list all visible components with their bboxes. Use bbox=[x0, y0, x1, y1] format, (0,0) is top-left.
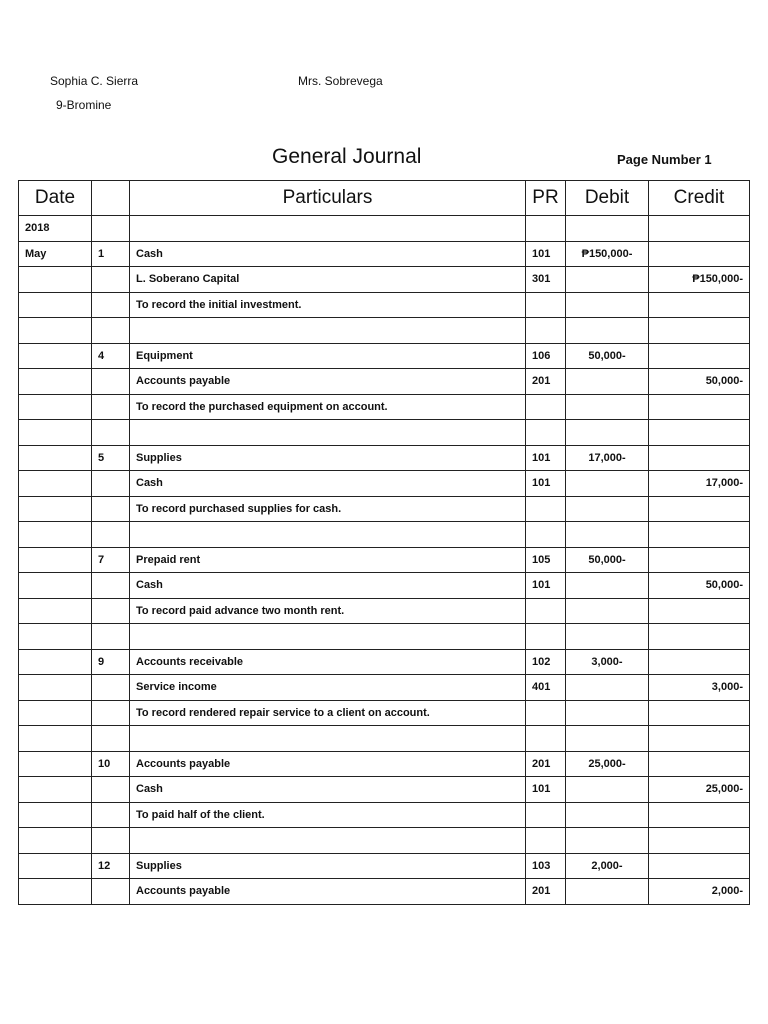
cell-particulars bbox=[130, 216, 526, 242]
col-credit-header: Credit bbox=[649, 181, 750, 216]
cell-date bbox=[19, 700, 92, 726]
cell-credit bbox=[649, 496, 750, 522]
teacher-name: Mrs. Sobrevega bbox=[298, 74, 383, 88]
col-debit-header: Debit bbox=[566, 181, 649, 216]
journal-table bbox=[18, 180, 750, 905]
cell-particulars: Cash bbox=[130, 573, 526, 599]
cell-day: 10 bbox=[92, 751, 130, 777]
cell-credit bbox=[649, 751, 750, 777]
cell-debit bbox=[566, 624, 649, 650]
journal-header-row bbox=[19, 181, 750, 216]
cell-debit bbox=[566, 726, 649, 752]
cell-pr bbox=[526, 292, 566, 318]
cell-date bbox=[19, 649, 92, 675]
cell-pr bbox=[526, 318, 566, 344]
cell-date bbox=[19, 292, 92, 318]
cell-pr bbox=[526, 802, 566, 828]
cell-debit bbox=[566, 879, 649, 905]
cell-debit: 50,000- bbox=[566, 343, 649, 369]
cell-credit bbox=[649, 241, 750, 267]
cell-day bbox=[92, 318, 130, 344]
cell-day bbox=[92, 216, 130, 242]
cell-day bbox=[92, 624, 130, 650]
cell-debit bbox=[566, 369, 649, 395]
cell-particulars: Supplies bbox=[130, 445, 526, 471]
table-row bbox=[19, 675, 750, 701]
cell-date bbox=[19, 394, 92, 420]
cell-debit bbox=[566, 420, 649, 446]
cell-credit bbox=[649, 828, 750, 854]
cell-pr: 101 bbox=[526, 241, 566, 267]
cell-particulars: Cash bbox=[130, 777, 526, 803]
table-row bbox=[19, 573, 750, 599]
cell-credit bbox=[649, 445, 750, 471]
cell-day bbox=[92, 573, 130, 599]
cell-pr: 201 bbox=[526, 369, 566, 395]
cell-day bbox=[92, 522, 130, 548]
cell-particulars: Prepaid rent bbox=[130, 547, 526, 573]
cell-credit bbox=[649, 343, 750, 369]
cell-day: 5 bbox=[92, 445, 130, 471]
cell-debit bbox=[566, 318, 649, 344]
table-row bbox=[19, 853, 750, 879]
cell-pr bbox=[526, 522, 566, 548]
cell-date bbox=[19, 802, 92, 828]
journal-body bbox=[19, 216, 750, 905]
cell-date bbox=[19, 853, 92, 879]
cell-pr: 201 bbox=[526, 879, 566, 905]
cell-credit bbox=[649, 598, 750, 624]
cell-day: 4 bbox=[92, 343, 130, 369]
table-row bbox=[19, 267, 750, 293]
cell-particulars bbox=[130, 420, 526, 446]
cell-pr: 301 bbox=[526, 267, 566, 293]
cell-credit bbox=[649, 802, 750, 828]
cell-day bbox=[92, 879, 130, 905]
cell-pr: 105 bbox=[526, 547, 566, 573]
section-name: 9-Bromine bbox=[56, 98, 112, 112]
cell-pr: 101 bbox=[526, 777, 566, 803]
cell-debit: 2,000- bbox=[566, 853, 649, 879]
cell-date bbox=[19, 751, 92, 777]
cell-particulars: To record the initial investment. bbox=[130, 292, 526, 318]
cell-pr: 106 bbox=[526, 343, 566, 369]
table-row bbox=[19, 522, 750, 548]
table-row bbox=[19, 547, 750, 573]
cell-day bbox=[92, 369, 130, 395]
cell-credit bbox=[649, 547, 750, 573]
cell-particulars: Service income bbox=[130, 675, 526, 701]
table-row bbox=[19, 649, 750, 675]
cell-day: 1 bbox=[92, 241, 130, 267]
table-row bbox=[19, 318, 750, 344]
table-row bbox=[19, 369, 750, 395]
table-row bbox=[19, 751, 750, 777]
cell-day bbox=[92, 471, 130, 497]
cell-pr: 101 bbox=[526, 445, 566, 471]
cell-day bbox=[92, 598, 130, 624]
cell-date bbox=[19, 879, 92, 905]
table-row bbox=[19, 726, 750, 752]
table-row bbox=[19, 598, 750, 624]
cell-credit: 17,000- bbox=[649, 471, 750, 497]
cell-particulars: Accounts receivable bbox=[130, 649, 526, 675]
cell-pr: 201 bbox=[526, 751, 566, 777]
cell-particulars bbox=[130, 318, 526, 344]
cell-debit: 17,000- bbox=[566, 445, 649, 471]
cell-pr bbox=[526, 828, 566, 854]
cell-particulars: Cash bbox=[130, 471, 526, 497]
cell-credit: 3,000- bbox=[649, 675, 750, 701]
table-row bbox=[19, 471, 750, 497]
cell-pr: 401 bbox=[526, 675, 566, 701]
cell-particulars: Accounts payable bbox=[130, 751, 526, 777]
cell-particulars bbox=[130, 828, 526, 854]
cell-particulars: Equipment bbox=[130, 343, 526, 369]
cell-debit bbox=[566, 700, 649, 726]
cell-credit: 50,000- bbox=[649, 573, 750, 599]
cell-debit bbox=[566, 522, 649, 548]
cell-particulars: Accounts payable bbox=[130, 369, 526, 395]
cell-credit bbox=[649, 292, 750, 318]
cell-date bbox=[19, 598, 92, 624]
cell-debit: 25,000- bbox=[566, 751, 649, 777]
cell-particulars bbox=[130, 726, 526, 752]
table-row bbox=[19, 624, 750, 650]
table-row bbox=[19, 216, 750, 242]
cell-particulars bbox=[130, 522, 526, 548]
cell-debit bbox=[566, 598, 649, 624]
cell-pr bbox=[526, 624, 566, 650]
cell-day bbox=[92, 496, 130, 522]
cell-date bbox=[19, 318, 92, 344]
cell-debit bbox=[566, 777, 649, 803]
cell-date: May bbox=[19, 241, 92, 267]
cell-date bbox=[19, 343, 92, 369]
cell-credit bbox=[649, 216, 750, 242]
cell-day bbox=[92, 267, 130, 293]
cell-date bbox=[19, 445, 92, 471]
col-pr-header: PR bbox=[526, 181, 566, 216]
table-row bbox=[19, 420, 750, 446]
cell-debit: 50,000- bbox=[566, 547, 649, 573]
cell-debit: 3,000- bbox=[566, 649, 649, 675]
cell-credit: 50,000- bbox=[649, 369, 750, 395]
table-row bbox=[19, 496, 750, 522]
cell-day bbox=[92, 675, 130, 701]
cell-particulars: To record paid advance two month rent. bbox=[130, 598, 526, 624]
cell-debit bbox=[566, 292, 649, 318]
cell-day bbox=[92, 828, 130, 854]
table-row bbox=[19, 802, 750, 828]
student-name: Sophia C. Sierra bbox=[50, 74, 139, 88]
page-title: General Journal bbox=[272, 145, 422, 168]
cell-pr: 101 bbox=[526, 573, 566, 599]
table-row bbox=[19, 777, 750, 803]
cell-credit bbox=[649, 649, 750, 675]
table-row bbox=[19, 879, 750, 905]
cell-pr bbox=[526, 394, 566, 420]
cell-day bbox=[92, 394, 130, 420]
cell-credit bbox=[649, 624, 750, 650]
cell-credit bbox=[649, 420, 750, 446]
table-row bbox=[19, 241, 750, 267]
cell-date bbox=[19, 267, 92, 293]
cell-debit bbox=[566, 675, 649, 701]
cell-particulars: To record the purchased equipment on account. bbox=[130, 394, 526, 420]
cell-debit bbox=[566, 496, 649, 522]
cell-pr bbox=[526, 598, 566, 624]
cell-debit: ₱150,000- bbox=[566, 241, 649, 267]
cell-debit bbox=[566, 267, 649, 293]
cell-credit: 2,000- bbox=[649, 879, 750, 905]
cell-date bbox=[19, 420, 92, 446]
cell-particulars: To paid half of the client. bbox=[130, 802, 526, 828]
cell-pr: 103 bbox=[526, 853, 566, 879]
cell-debit bbox=[566, 802, 649, 828]
cell-day bbox=[92, 777, 130, 803]
cell-debit bbox=[566, 394, 649, 420]
cell-debit bbox=[566, 573, 649, 599]
cell-credit bbox=[649, 700, 750, 726]
cell-date bbox=[19, 777, 92, 803]
cell-day bbox=[92, 726, 130, 752]
cell-particulars: To record rendered repair service to a client on account. bbox=[130, 700, 526, 726]
cell-date bbox=[19, 471, 92, 497]
page-number: Page Number 1 bbox=[617, 152, 712, 167]
cell-credit bbox=[649, 522, 750, 548]
cell-date bbox=[19, 547, 92, 573]
table-row bbox=[19, 343, 750, 369]
cell-day: 7 bbox=[92, 547, 130, 573]
cell-pr: 102 bbox=[526, 649, 566, 675]
table-row bbox=[19, 445, 750, 471]
cell-date bbox=[19, 675, 92, 701]
col-particulars-header: Particulars bbox=[130, 181, 526, 216]
cell-date bbox=[19, 828, 92, 854]
cell-date bbox=[19, 573, 92, 599]
cell-particulars: Cash bbox=[130, 241, 526, 267]
cell-date bbox=[19, 624, 92, 650]
cell-particulars: Accounts payable bbox=[130, 879, 526, 905]
cell-pr bbox=[526, 726, 566, 752]
col-day-header bbox=[92, 181, 130, 216]
cell-credit: ₱150,000- bbox=[649, 267, 750, 293]
cell-credit bbox=[649, 853, 750, 879]
cell-day: 12 bbox=[92, 853, 130, 879]
cell-debit bbox=[566, 216, 649, 242]
cell-credit: 25,000- bbox=[649, 777, 750, 803]
cell-pr bbox=[526, 216, 566, 242]
cell-day: 9 bbox=[92, 649, 130, 675]
cell-credit bbox=[649, 318, 750, 344]
cell-particulars: L. Soberano Capital bbox=[130, 267, 526, 293]
cell-date bbox=[19, 496, 92, 522]
cell-credit bbox=[649, 726, 750, 752]
cell-debit bbox=[566, 828, 649, 854]
table-row bbox=[19, 700, 750, 726]
cell-date: 2018 bbox=[19, 216, 92, 242]
cell-credit bbox=[649, 394, 750, 420]
cell-particulars bbox=[130, 624, 526, 650]
cell-date bbox=[19, 369, 92, 395]
cell-pr bbox=[526, 700, 566, 726]
cell-pr: 101 bbox=[526, 471, 566, 497]
table-row bbox=[19, 828, 750, 854]
cell-particulars: To record purchased supplies for cash. bbox=[130, 496, 526, 522]
cell-day bbox=[92, 420, 130, 446]
table-row bbox=[19, 292, 750, 318]
cell-day bbox=[92, 292, 130, 318]
col-date-header: Date bbox=[19, 181, 92, 216]
cell-pr bbox=[526, 496, 566, 522]
cell-particulars: Supplies bbox=[130, 853, 526, 879]
cell-date bbox=[19, 726, 92, 752]
cell-pr bbox=[526, 420, 566, 446]
table-row bbox=[19, 394, 750, 420]
cell-debit bbox=[566, 471, 649, 497]
cell-day bbox=[92, 700, 130, 726]
cell-day bbox=[92, 802, 130, 828]
cell-date bbox=[19, 522, 92, 548]
